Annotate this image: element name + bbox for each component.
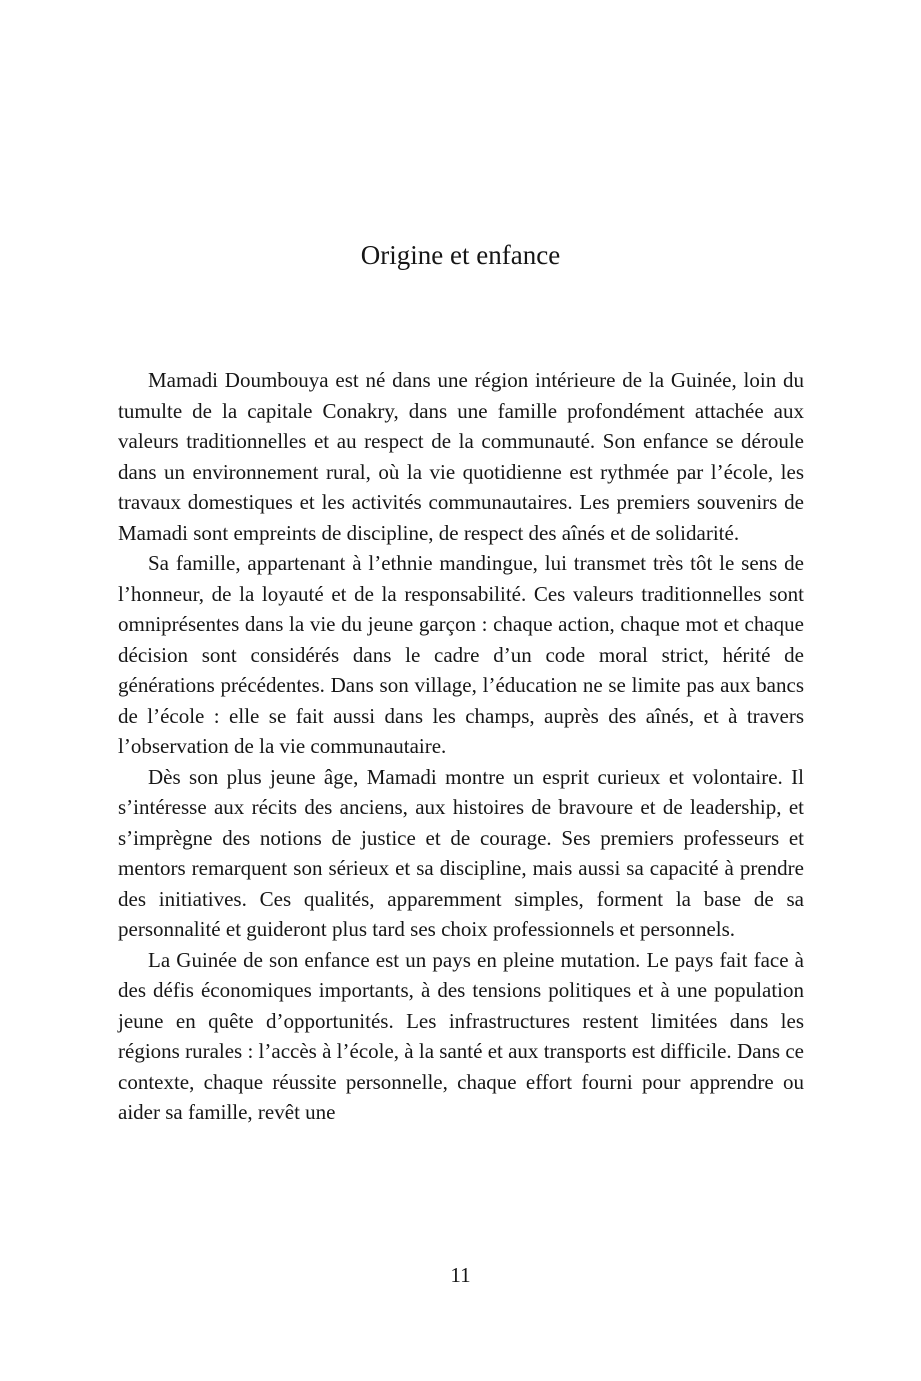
paragraph: Dès son plus jeune âge, Mamadi montre un esprit curieux et volontaire. Il s’intéresse aux récits des anciens, aux histoires de bravoure et de leadership, et s’imprègne des notions de justice et de courage. Ses premiers professeurs et mentors remarquent son sérieux et sa discipline, mais aussi sa capacité à prendre des initiatives. Ces qualités, apparemment simples, forment la base de sa personnalité et guideront plus tard ses choix professionnels et personnels. [118,764,804,941]
chapter-title: Origine et enfance [360,240,561,270]
chapter-body [118,365,804,1128]
page-number: 11 [450,1263,471,1287]
paragraph: La Guinée de son enfance est un pays en pleine mutation. Le pays fait face à des défis économiques importants, à des tensions politiques et à une population jeune en quête d’opportunités. Les infrastructures restent limitées dans les régions rurales : l’accès à l’école, à la santé et aux transports est difficile. Dans ce contexte, chaque réussite personnelle, chaque effort fourni pour apprendre ou aider sa famille, revêt une [118,947,804,1124]
paragraph: Sa famille, appartenant à l’ethnie mandingue, lui transmet très tôt le sens de l’honneur, de la loyauté et de la responsabilité. Ces valeurs traditionnelles sont omniprésentes dans la vie du jeune garçon : chaque action, chaque mot et chaque décision sont considérés dans le cadre d’un code moral strict, hérité de générations précédentes. Dans son village, l’éducation ne se limite pas aux bancs de l’école : elle se fait aussi dans les champs, auprès des aînés, et à travers l’observation de la vie communautaire. [118,551,804,758]
paragraph: Mamadi Doumbouya est né dans une région intérieure de la Guinée, loin du tumulte de la capitale Conakry, dans une famille profondément attachée aux valeurs traditionnelles et au respect de la communauté. Son enfance se déroule dans un environnement rural, où la vie quotidienne est rythmée par l’école, les travaux domestiques et les activités communautaires. Les premiers souvenirs de Mamadi sont empreints de discipline, de respect des aînés et de solidarité. [118,368,804,545]
